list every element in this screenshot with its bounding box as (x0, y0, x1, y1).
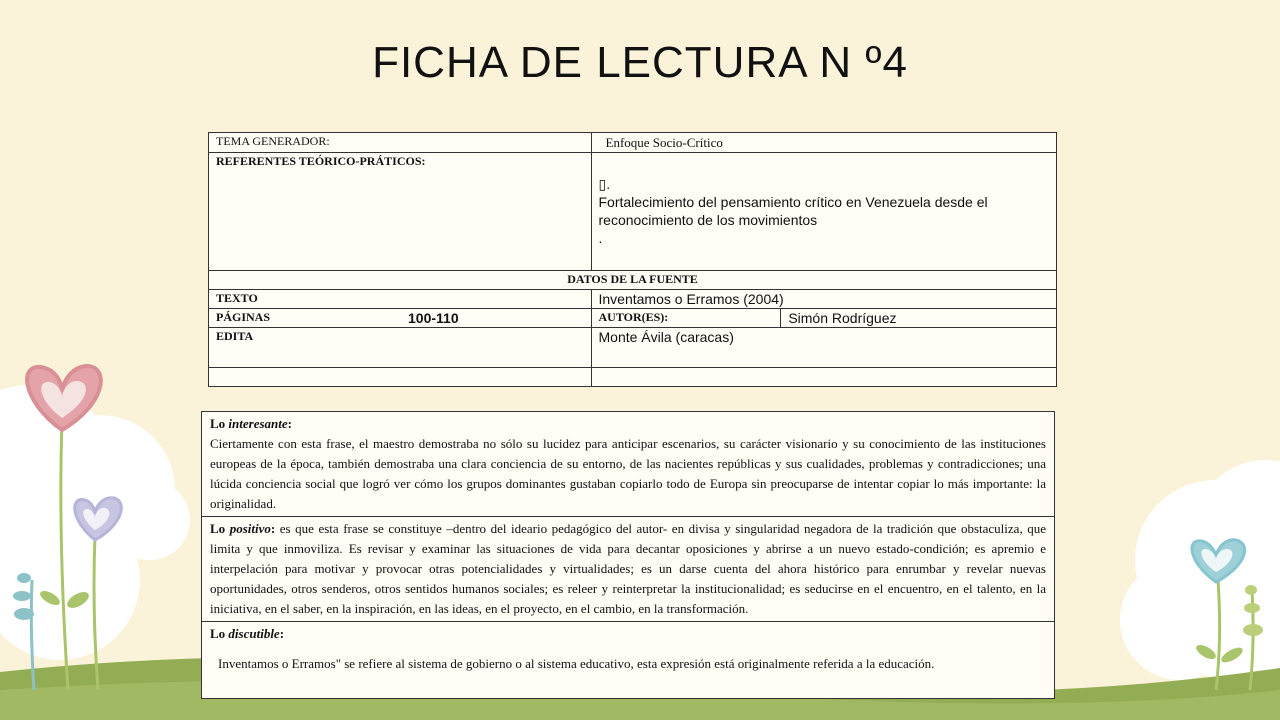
discutible-heading: Lo discutible: (210, 626, 285, 641)
interesante-text: Ciertamente con esta frase, el maestro demostraba no sólo su lucidez para anticipar escenarios, su carácter visionario y su conocimiento de las instituciones europeas de la época, también demostraba una clara conciencia de su entorno, de las nacientes repúblicas y sus cualidades, problemas y contradicciones; una lúcida conciencia social que logró ver cómo los grupos dominantes gustaban copiarlo todo de Europa sin preocuparse de intentar copiar lo más importante: la originalidad. (210, 436, 1046, 511)
green-bud (1244, 603, 1260, 613)
interesante-heading: Lo interesante: (210, 416, 292, 431)
table-row (209, 328, 1057, 368)
empty-cell (591, 368, 1057, 387)
edita-value: Monte Ávila (caracas) (591, 328, 1057, 368)
table-row (209, 368, 1057, 387)
blue-bud (14, 608, 34, 620)
paginas-label: PÁGINAS (216, 310, 271, 324)
paginas-value: 100-110 (408, 310, 459, 326)
datos-label: DATOS DE LA FUENTE (209, 271, 1057, 290)
texto-value: Inventamos o Erramos (2004) (591, 290, 1057, 309)
table-row (202, 622, 1055, 699)
tema-label: TEMA GENERADOR: (209, 133, 592, 153)
autor-value: Simón Rodríguez (781, 309, 1057, 328)
table-row (202, 412, 1055, 517)
reading-card-table (208, 132, 1057, 387)
empty-cell (209, 368, 592, 387)
referentes-label: REFERENTES TEÓRICO-PRÁTICOS: (209, 153, 592, 271)
table-row (209, 309, 1057, 328)
tema-value: Enfoque Socio-Crítico (591, 133, 1057, 153)
discutible-cell (202, 622, 1055, 699)
table-row (209, 290, 1057, 309)
interesante-cell (202, 412, 1055, 517)
positivo-heading: Lo positivo: (210, 521, 276, 536)
analysis-table (201, 411, 1055, 699)
blue-bud (13, 591, 31, 601)
referentes-cell (591, 153, 1057, 271)
autor-label: AUTOR(ES): (591, 309, 781, 328)
blue-bud (17, 573, 31, 583)
page-title: FICHA DE LECTURA N º4 (372, 38, 908, 87)
referentes-trailing: . (598, 230, 603, 246)
table-row (209, 133, 1057, 153)
green-bud (1243, 624, 1263, 636)
green-bud (1245, 585, 1257, 595)
referentes-text: Fortalecimiento del pensamiento crítico en Venezuela desde el reconocimiento de los movimientos (598, 194, 988, 228)
table-row (209, 271, 1057, 290)
referentes-bullet: . (606, 176, 611, 192)
edita-label: EDITA (209, 328, 592, 368)
positivo-text: es que esta frase se constituye –dentro del ideario pedagógico del autor- en divisa y singularidad negadora de la tradición que obstaculiza, que limita y que inmoviliza. Es revisar y examinar las situaciones de vida para decantar oposiciones y abrirse a un nuevo estado-condición; es apremio e interpelación para motivar y provocar otras potencialidades y virtualidades; es un darse cuenta del ahora histórico para enrumbar y revelar nuevas oportunidades, otros senderos, otros sentidos humanos sociales; es releer y reinterpretar la institucionalidad; es seducirse en el encuentro, en el talento, en la iniciativa, en el saber, en la inspiración, en las ideas, en el proyecto, en el cambio, en la transformación. (210, 521, 1047, 616)
table-row (202, 517, 1055, 622)
table-row (209, 153, 1057, 271)
paginas-cell (209, 309, 592, 328)
positivo-cell (202, 517, 1055, 622)
bullet-glyph: ▯ (598, 176, 607, 192)
right-cloud (1120, 460, 1280, 700)
discutible-text: Inventamos o Erramos" se refiere al sistema de gobierno o al sistema educativo, esta expresión está originalmente referida a la educación. (218, 656, 935, 671)
texto-label: TEXTO (209, 290, 592, 309)
